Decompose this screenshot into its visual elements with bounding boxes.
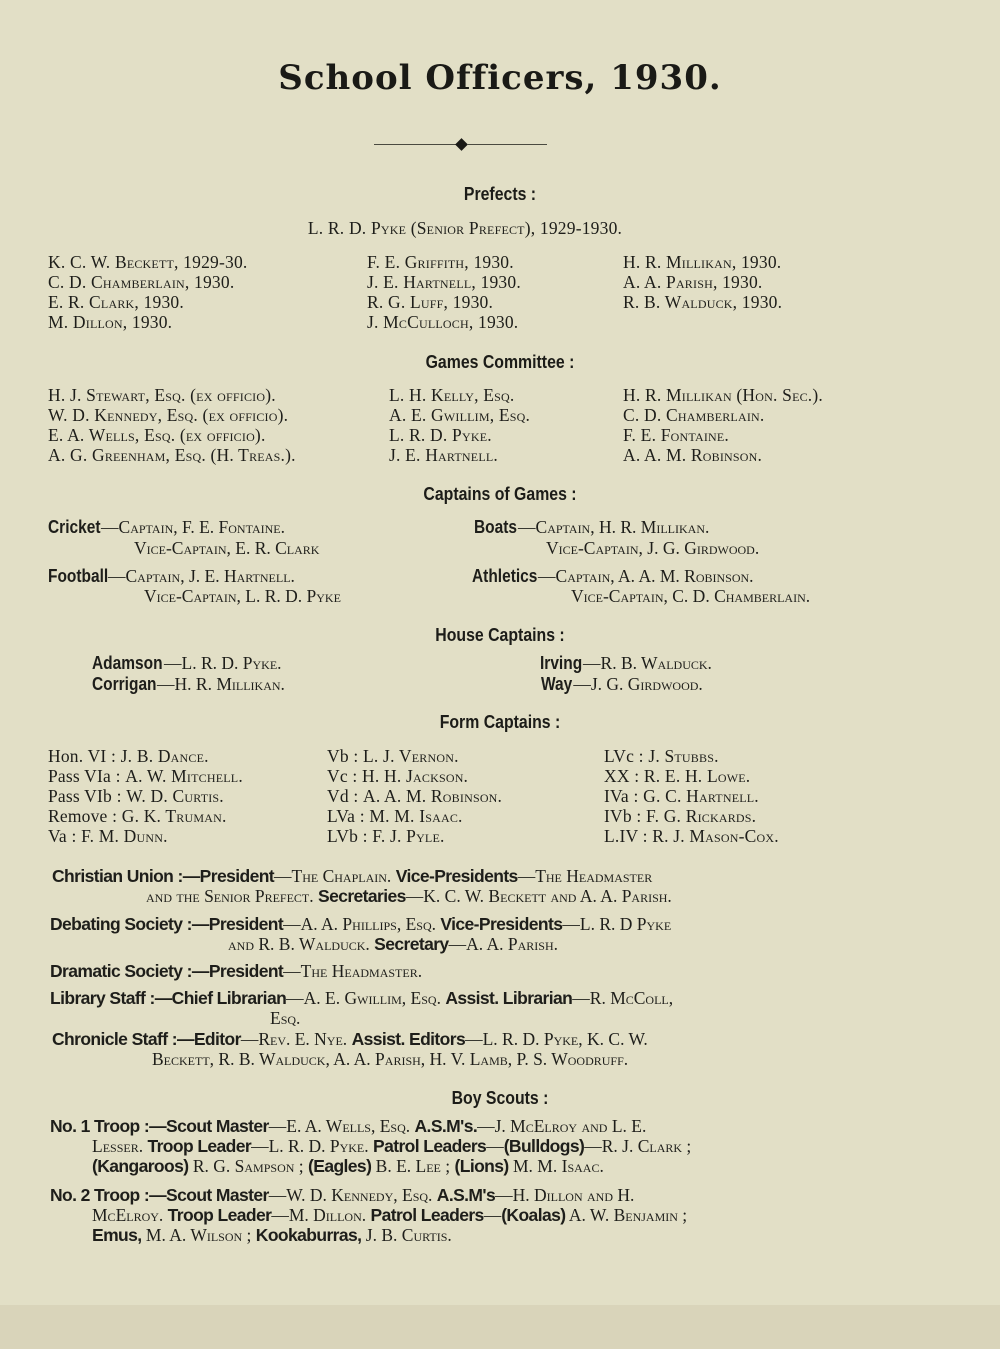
sport-label: Boats [474, 517, 518, 537]
form-captain-entry: Vc : H. H. Jackson. [327, 766, 469, 786]
committee-entry: W. D. Kennedy, Esq. (ex officio). [48, 405, 289, 425]
divider-diamond-icon [455, 138, 468, 151]
chronicle-staff-line-2: Beckett, R. B. Walduck, A. A. Parish, H. V. Lamb, P. S. Woodruff. [152, 1049, 629, 1069]
boats-vice-captain: Vice-Captain, J. G. Girdwood. [546, 538, 760, 558]
sport-label: Cricket [48, 517, 101, 537]
chronicle-staff-line-1: Chronicle Staff :—Editor—Rev. E. Nye. Assist. Editors—L. R. D. Pyke, K. C. W. [52, 1029, 648, 1049]
troop-2-line-3: Emus, M. A. Wilson ; Kookaburras, J. B. Curtis. [92, 1225, 452, 1245]
committee-entry: A. E. Gwillim, Esq. [389, 405, 531, 425]
form-captain-entry: Vb : L. J. Vernon. [327, 746, 459, 766]
troop-1-line-2: Lesser. Troop Leader—L. R. D. Pyke. Patrol Leaders—(Bulldogs)—R. J. Clark ; [92, 1136, 692, 1156]
committee-entry: H. R. Millikan (Hon. Sec.). [623, 385, 823, 405]
committee-entry: A. G. Greenham, Esq. (H. Treas.). [48, 445, 296, 465]
prefect-entry: R. G. Luff, 1930. [367, 292, 494, 312]
form-captain-entry: Pass VIb : W. D. Curtis. [48, 786, 224, 806]
society-label: Debating Society :— [50, 914, 209, 934]
athletics-vice-captain: Vice-Captain, C. D. Chamberlain. [571, 586, 811, 606]
sport-label: Athletics [472, 566, 538, 586]
troop-label: No. 2 Troop :— [50, 1185, 167, 1205]
games-committee-column-2 [389, 385, 530, 465]
house-captain-irving: Irving—R. B. Walduck. [540, 653, 712, 673]
christian-union-line-1: Christian Union :—President—The Chaplain. Vice-Presidents—The Headmaster [52, 866, 653, 886]
society-label: Christian Union :— [52, 866, 200, 886]
football-vice-captain: Vice-Captain, L. R. D. Pyke [144, 586, 341, 606]
committee-entry: A. A. M. Robinson. [623, 445, 763, 465]
form-captain-entry: LVa : M. M. Isaac. [327, 806, 463, 826]
prefect-entry: J. E. Hartnell, 1930. [367, 272, 521, 292]
committee-entry: L. R. D. Pyke. [389, 425, 492, 445]
troop-1-line-3: (Kangaroos) R. G. Sampson ; (Eagles) B. E. Lee ; (Lions) M. M. Isaac. [92, 1156, 604, 1176]
committee-entry: J. E. Hartnell. [389, 445, 498, 465]
society-label: Library Staff :— [50, 988, 172, 1008]
prefect-entry: H. R. Millikan, 1930. [623, 252, 782, 272]
form-captain-entry: Remove : G. K. Truman. [48, 806, 227, 826]
page-title: School Officers, 1930. [278, 58, 722, 98]
prefect-entry: J. McCulloch, 1930. [367, 312, 519, 332]
prefect-entry: R. B. Walduck, 1930. [623, 292, 783, 312]
form-captains-column-1 [48, 746, 243, 846]
form-captain-entry: IVb : F. G. Rickards. [604, 806, 757, 826]
debating-society-line-1: Debating Society :—President—A. A. Phillips, Esq. Vice-Presidents—L. R. D Pyke [50, 914, 672, 934]
troop-2-line-1: No. 2 Troop :—Scout Master—W. D. Kennedy, Esq. A.S.M's—H. Dillon and H. [50, 1185, 635, 1205]
form-captain-entry: IVa : G. C. Hartnell. [604, 786, 759, 806]
form-captains-heading: Form Captains : [439, 712, 561, 732]
debating-society-line-2: and R. B. Walduck. Secretary—A. A. Parish. [228, 934, 558, 954]
form-captain-entry: LVb : F. J. Pyle. [327, 826, 445, 846]
divider-line-right [467, 144, 547, 145]
form-captain-entry: Vd : A. A. M. Robinson. [327, 786, 503, 806]
games-committee-column-3 [623, 385, 823, 465]
library-staff-line-2: Esq. [270, 1008, 301, 1028]
games-committee-heading: Games Committee : [425, 352, 575, 372]
prefect-entry: E. R. Clark, 1930. [48, 292, 184, 312]
house-captain-way: Way—J. G. Girdwood. [541, 674, 703, 694]
house-captains-heading: House Captains : [435, 625, 565, 645]
form-captain-entry: Va : F. M. Dunn. [48, 826, 168, 846]
athletics-captain: Athletics—Captain, A. A. M. Robinson. [472, 566, 754, 586]
house-captain-corrigan: Corrigan—H. R. Millikan. [92, 674, 285, 694]
boats-captain: Boats—Captain, H. R. Millikan. [474, 517, 710, 537]
dramatic-society-line: Dramatic Society :—President—The Headmaster. [50, 961, 423, 981]
prefects-column-2 [367, 252, 521, 332]
prefects-column-1 [48, 252, 247, 332]
prefect-entry: K. C. W. Beckett, 1929-30. [48, 252, 248, 272]
prefect-entry: A. A. Parish, 1930. [623, 272, 763, 292]
football-captain: Football—Captain, J. E. Hartnell. [48, 566, 295, 586]
committee-entry: F. E. Fontaine. [623, 425, 729, 445]
christian-union-line-2: and the Senior Prefect. Secretaries—K. C. W. Beckett and A. A. Parish. [146, 886, 672, 906]
form-captain-entry: L.IV : R. J. Mason-Cox. [604, 826, 779, 846]
form-captain-entry: Pass VIa : A. W. Mitchell. [48, 766, 243, 786]
form-captain-entry: Hon. VI : J. B. Dance. [48, 746, 209, 766]
cricket-vice-captain: Vice-Captain, E. R. Clark [134, 538, 320, 558]
prefects-column-3 [623, 252, 782, 312]
cricket-captain: Cricket—Captain, F. E. Fontaine. [48, 517, 285, 537]
committee-entry: H. J. Stewart, Esq. (ex officio). [48, 385, 276, 405]
committee-entry: L. H. Kelly, Esq. [389, 385, 515, 405]
prefects-heading: Prefects : [463, 184, 537, 204]
troop-label: No. 1 Troop :— [50, 1116, 167, 1136]
senior-prefect: L. R. D. Pyke (Senior Prefect), 1929-1930. [307, 218, 623, 238]
society-label: Dramatic Society :— [50, 961, 209, 981]
society-label: Chronicle Staff :— [52, 1029, 194, 1049]
boy-scouts-heading: Boy Scouts : [451, 1088, 549, 1108]
form-captains-column-2 [327, 746, 502, 846]
prefect-entry: M. Dillon, 1930. [48, 312, 173, 332]
form-captain-entry: XX : R. E. H. Lowe. [604, 766, 751, 786]
committee-entry: C. D. Chamberlain. [623, 405, 765, 425]
house-captain-adamson: Adamson—L. R. D. Pyke. [92, 653, 282, 673]
prefect-entry: C. D. Chamberlain, 1930. [48, 272, 235, 292]
troop-1-line-1: No. 1 Troop :—Scout Master—E. A. Wells, Esq. A.S.M's.—J. McElroy and L. E. [50, 1116, 647, 1136]
games-committee-column-1 [48, 385, 296, 465]
divider-line-left [374, 144, 458, 145]
library-staff-line-1: Library Staff :—Chief Librarian—A. E. Gwillim, Esq. Assist. Librarian—R. McColl, [50, 988, 674, 1008]
page-edge [0, 1305, 1000, 1349]
form-captain-entry: LVc : J. Stubbs. [604, 746, 719, 766]
troop-2-line-2: McElroy. Troop Leader—M. Dillon. Patrol Leaders—(Koalas) A. W. Benjamin ; [92, 1205, 688, 1225]
prefect-entry: F. E. Griffith, 1930. [367, 252, 514, 272]
form-captains-column-3 [604, 746, 779, 846]
captains-of-games-heading: Captains of Games : [423, 484, 577, 504]
sport-label: Football [48, 566, 109, 586]
committee-entry: E. A. Wells, Esq. (ex officio). [48, 425, 266, 445]
